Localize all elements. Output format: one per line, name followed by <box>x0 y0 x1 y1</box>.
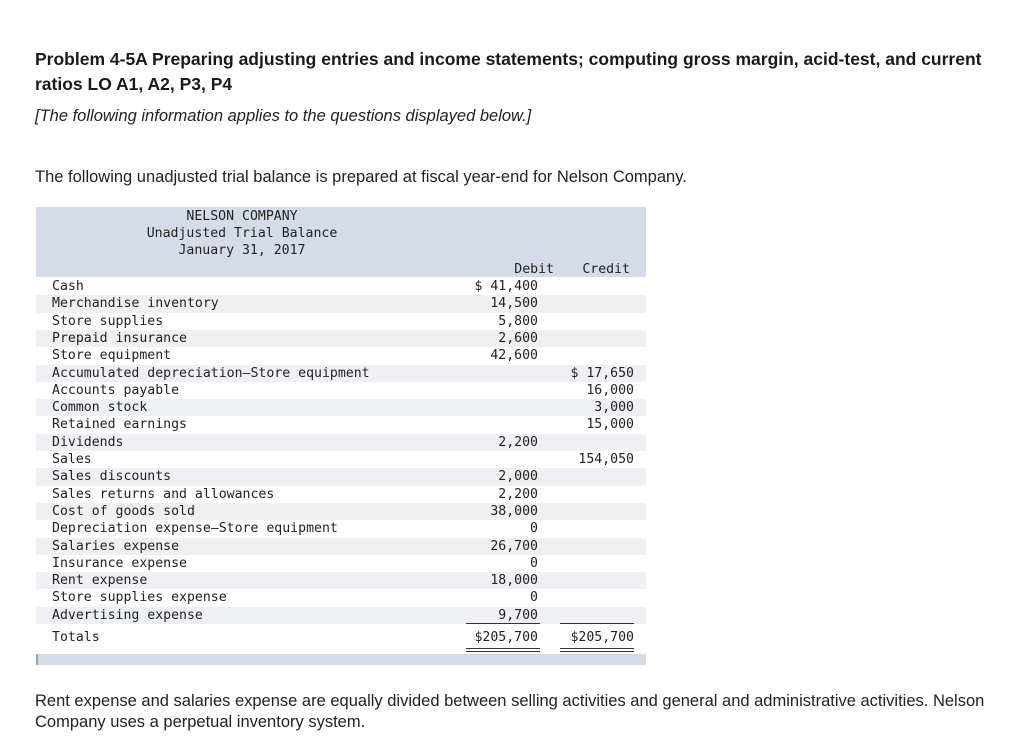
table-row <box>36 468 646 485</box>
credit-column-header: Credit <box>582 262 630 277</box>
account-name: Common stock <box>52 400 148 416</box>
debit-amount: 2,000 <box>498 469 538 485</box>
credit-total-double-rule <box>560 651 634 652</box>
table-row <box>36 330 646 347</box>
credit-total-double-rule <box>560 648 634 649</box>
debit-amount: 5,800 <box>498 313 538 329</box>
account-name: Advertising expense <box>52 607 203 623</box>
table-row <box>36 416 646 433</box>
account-name: Insurance expense <box>52 555 187 571</box>
problem-title: Problem 4-5A Preparing adjusting entries and income statements; computing gross margin, acid-test, and current ratios LO A1, A2, P3, P4 <box>35 49 982 94</box>
account-name: Rent expense <box>52 573 148 589</box>
debit-total-double-rule <box>466 651 540 652</box>
totals-row <box>36 629 646 646</box>
table-row <box>36 555 646 572</box>
account-name: Depreciation expense—Store equipment <box>52 521 338 537</box>
debit-amount: $ 41,400 <box>474 279 538 294</box>
table-row <box>36 538 646 555</box>
debit-amount: 9,700 <box>498 607 538 623</box>
statement-name: Unadjusted Trial Balance <box>146 226 338 241</box>
trial-balance-footer-edge <box>36 654 38 665</box>
problem-intro: The following unadjusted trial balance is prepared at fiscal year-end for Nelson Company. <box>35 168 687 186</box>
account-name: Prepaid insurance <box>52 330 187 346</box>
account-name: Salaries expense <box>52 538 180 554</box>
credit-amount: 3,000 <box>594 400 634 416</box>
debit-amount: 26,700 <box>490 538 538 554</box>
table-row <box>36 278 646 295</box>
table-row <box>36 520 646 537</box>
account-name: Store equipment <box>52 348 172 364</box>
debit-amount: 0 <box>530 521 538 537</box>
table-row <box>36 572 646 589</box>
account-name: Merchandise inventory <box>52 296 219 312</box>
trial-balance-table <box>36 207 646 665</box>
account-name: Sales returns and allowances <box>52 486 275 502</box>
debit-total: $205,700 <box>474 630 538 645</box>
problem-note: Rent expense and salaries expense are equally divided between selling activities and general and administrative activities. Nelson Company uses a perpetual inventory system. <box>35 692 985 731</box>
debit-amount: 0 <box>530 555 538 571</box>
table-row <box>36 347 646 364</box>
account-name: Sales discounts <box>52 469 172 485</box>
debit-amount: 18,000 <box>490 573 538 589</box>
table-row <box>36 382 646 399</box>
table-row <box>36 365 646 382</box>
table-row <box>36 399 646 416</box>
company-name: NELSON COMPANY <box>186 209 298 224</box>
table-row <box>36 313 646 330</box>
table-row <box>36 607 646 624</box>
credit-subtotal-rule <box>560 623 634 624</box>
account-name: Sales <box>52 452 92 467</box>
credit-amount: $ 17,650 <box>570 365 634 381</box>
trial-balance-footer <box>36 654 646 665</box>
table-row <box>36 486 646 503</box>
table-row <box>36 295 646 312</box>
table-row <box>36 434 646 451</box>
account-name: Dividends <box>52 434 124 450</box>
account-name: Cost of goods sold <box>52 503 195 519</box>
problem-subtitle: [The following information applies to the questions displayed below.] <box>35 107 532 125</box>
account-name: Accumulated depreciation—Store equipment <box>52 365 370 381</box>
statement-date: January 31, 2017 <box>178 243 306 258</box>
debit-amount: 42,600 <box>490 348 538 364</box>
debit-amount: 0 <box>530 590 538 606</box>
account-name: Store supplies expense <box>52 590 227 606</box>
account-name: Accounts payable <box>52 382 180 398</box>
debit-total-double-rule <box>466 648 540 649</box>
debit-amount: 38,000 <box>490 503 538 519</box>
credit-total: $205,700 <box>570 630 634 645</box>
account-name: Retained earnings <box>52 417 187 433</box>
debit-amount: 14,500 <box>490 296 538 312</box>
table-row <box>36 589 646 606</box>
table-row <box>36 503 646 520</box>
table-row <box>36 451 646 468</box>
account-name: Store supplies <box>52 313 164 329</box>
account-name: Cash <box>52 279 84 294</box>
credit-amount: 15,000 <box>586 417 634 433</box>
credit-amount: 16,000 <box>586 382 634 398</box>
debit-column-header: Debit <box>514 262 554 277</box>
debit-amount: 2,200 <box>498 486 538 502</box>
debit-subtotal-rule <box>466 623 540 624</box>
debit-amount: 2,600 <box>498 330 538 346</box>
totals-label: Totals <box>52 630 100 645</box>
debit-amount: 2,200 <box>498 434 538 450</box>
credit-amount: 154,050 <box>578 452 634 467</box>
